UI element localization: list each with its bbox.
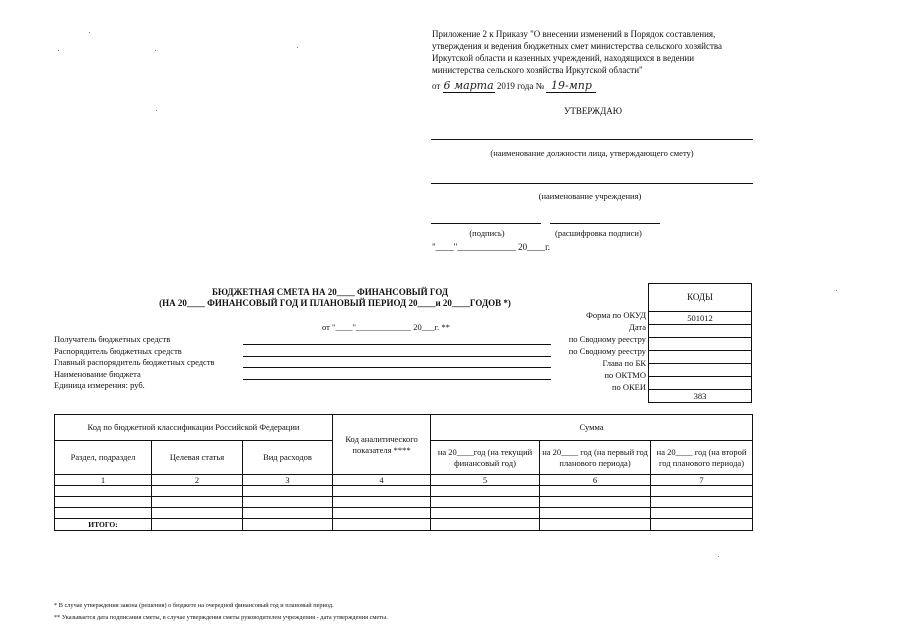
header-analytic-code: Код аналитического показателя **** xyxy=(333,415,431,475)
codes-header: КОДЫ xyxy=(649,284,752,312)
header-bk-code: Код по бюджетной классификации Российской Федерации xyxy=(55,415,333,441)
field-unit: Единица измерения: руб. xyxy=(54,380,145,390)
doc-title-line-1: БЮДЖЕТНАЯ СМЕТА НА 20____ ФИНАНСОВЫЙ ГОД xyxy=(211,287,449,297)
col-number-5: 5 xyxy=(431,475,540,486)
doc-date-line: от "____"_____________ 20___г. ** xyxy=(322,322,450,332)
total-label: ИТОГО: xyxy=(55,519,152,531)
header-expense-type: Вид расходов xyxy=(243,441,333,475)
code-label-bk: Глава по БК xyxy=(602,358,646,368)
code-value-oktmo xyxy=(649,377,752,390)
table-row xyxy=(55,497,753,508)
appendix-block xyxy=(432,28,762,76)
recipient-line xyxy=(243,344,551,345)
scan-speck xyxy=(718,556,719,557)
decoding-caption: (расшифровка подписи) xyxy=(555,228,642,238)
doc-title-line-2: (НА 20____ ФИНАНСОВЫЙ ГОД И ПЛАНОВЫЙ ПЕРИОД 20____и 20____ГОДОВ *) xyxy=(159,298,511,308)
table-row xyxy=(55,486,753,497)
code-label-registry-2: по Сводному реестру xyxy=(568,346,646,356)
distributor-line xyxy=(243,356,551,357)
main-distributor-line xyxy=(243,367,551,368)
field-budget-name: Наименование бюджета xyxy=(54,368,141,379)
code-label-date: Дата xyxy=(629,322,646,332)
col-number-6: 6 xyxy=(540,475,651,486)
codes-box xyxy=(648,283,752,403)
left-fields xyxy=(54,333,254,391)
field-recipient: Получатель бюджетных средств xyxy=(54,334,171,344)
header-article: Целевая статья xyxy=(152,441,243,475)
table-row xyxy=(55,508,753,519)
scan-speck xyxy=(836,290,837,291)
code-value-registry-2 xyxy=(649,351,752,364)
col-number-4: 4 xyxy=(333,475,431,486)
header-sum: Сумма xyxy=(431,415,753,441)
col-number-2: 2 xyxy=(152,475,243,486)
approve-title: УТВЕРЖДАЮ xyxy=(563,106,622,116)
appendix-line-4: министерства сельского хозяйства Иркутской области" xyxy=(432,65,643,75)
col-number-3: 3 xyxy=(243,475,333,486)
budget-table xyxy=(54,414,753,531)
scan-speck xyxy=(156,110,157,111)
field-main-distributor: Главный распорядитель бюджетных средств xyxy=(54,357,215,367)
header-year-1: на 20____год (на текущий финансовый год) xyxy=(431,441,540,475)
appendix-date-line xyxy=(432,80,596,93)
col-number-7: 7 xyxy=(651,475,753,486)
code-value-okei: 383 xyxy=(649,390,752,403)
scan-speck xyxy=(58,50,59,51)
appendix-line-3: Иркутской области и казенных учреждений, находящихся в ведении xyxy=(432,53,695,63)
code-value-okud: 501012 xyxy=(649,312,752,325)
appendix-line-2: утверждения и ведения бюджетных смет министерства сельского хозяйства xyxy=(432,41,723,51)
signature-caption: (подпись) xyxy=(469,228,505,238)
scan-speck xyxy=(297,47,298,48)
footnote-1: * В случае утверждения закона (решения) о бюджете на очередной финансовый год и плановый период. xyxy=(54,602,334,609)
approve-date-line: "____"_____________ 20____г. xyxy=(432,242,551,252)
col-number-1: 1 xyxy=(55,475,152,486)
code-value-registry-1 xyxy=(649,338,752,351)
institution-caption: (наименование учреждения) xyxy=(538,191,642,201)
code-label-okud: Форма по ОКУД xyxy=(586,310,646,320)
appendix-line-1: Приложение 2 к Приказу "О внесении изменений в Порядок составления, xyxy=(432,29,716,39)
code-label-registry-1: по Сводному реестру xyxy=(568,334,646,344)
scan-speck xyxy=(89,32,90,33)
handwritten-date: 6 марта xyxy=(443,79,494,92)
code-value-date xyxy=(649,325,752,338)
field-distributor: Распорядитель бюджетных средств xyxy=(54,345,182,356)
position-caption: (наименование должности лица, утверждающего смету) xyxy=(490,148,694,158)
institution-line xyxy=(431,183,753,184)
scan-speck xyxy=(155,50,156,51)
code-value-bk xyxy=(649,364,752,377)
header-year-2: на 20____ год (на первый год планового периода) xyxy=(540,441,651,475)
position-line xyxy=(431,139,753,140)
decoding-line xyxy=(550,223,660,224)
code-label-oktmo: по ОКТМО xyxy=(604,370,646,380)
header-section: Раздел, подраздел xyxy=(55,441,152,475)
header-year-3: на 20____ год (на второй год планового периода) xyxy=(651,441,753,475)
signature-line xyxy=(431,223,541,224)
appendix-from: от xyxy=(432,81,441,91)
appendix-year: 2019 года № xyxy=(496,81,545,91)
code-label-okei: по ОКЕИ xyxy=(611,382,646,392)
handwritten-number: 19-мпр xyxy=(546,80,596,93)
footnote-2: ** Указывается дата подписания сметы, в случае утверждения сметы руководителем учреждения - дата утверждения сметы. xyxy=(54,614,388,621)
budget-name-line xyxy=(243,379,551,380)
